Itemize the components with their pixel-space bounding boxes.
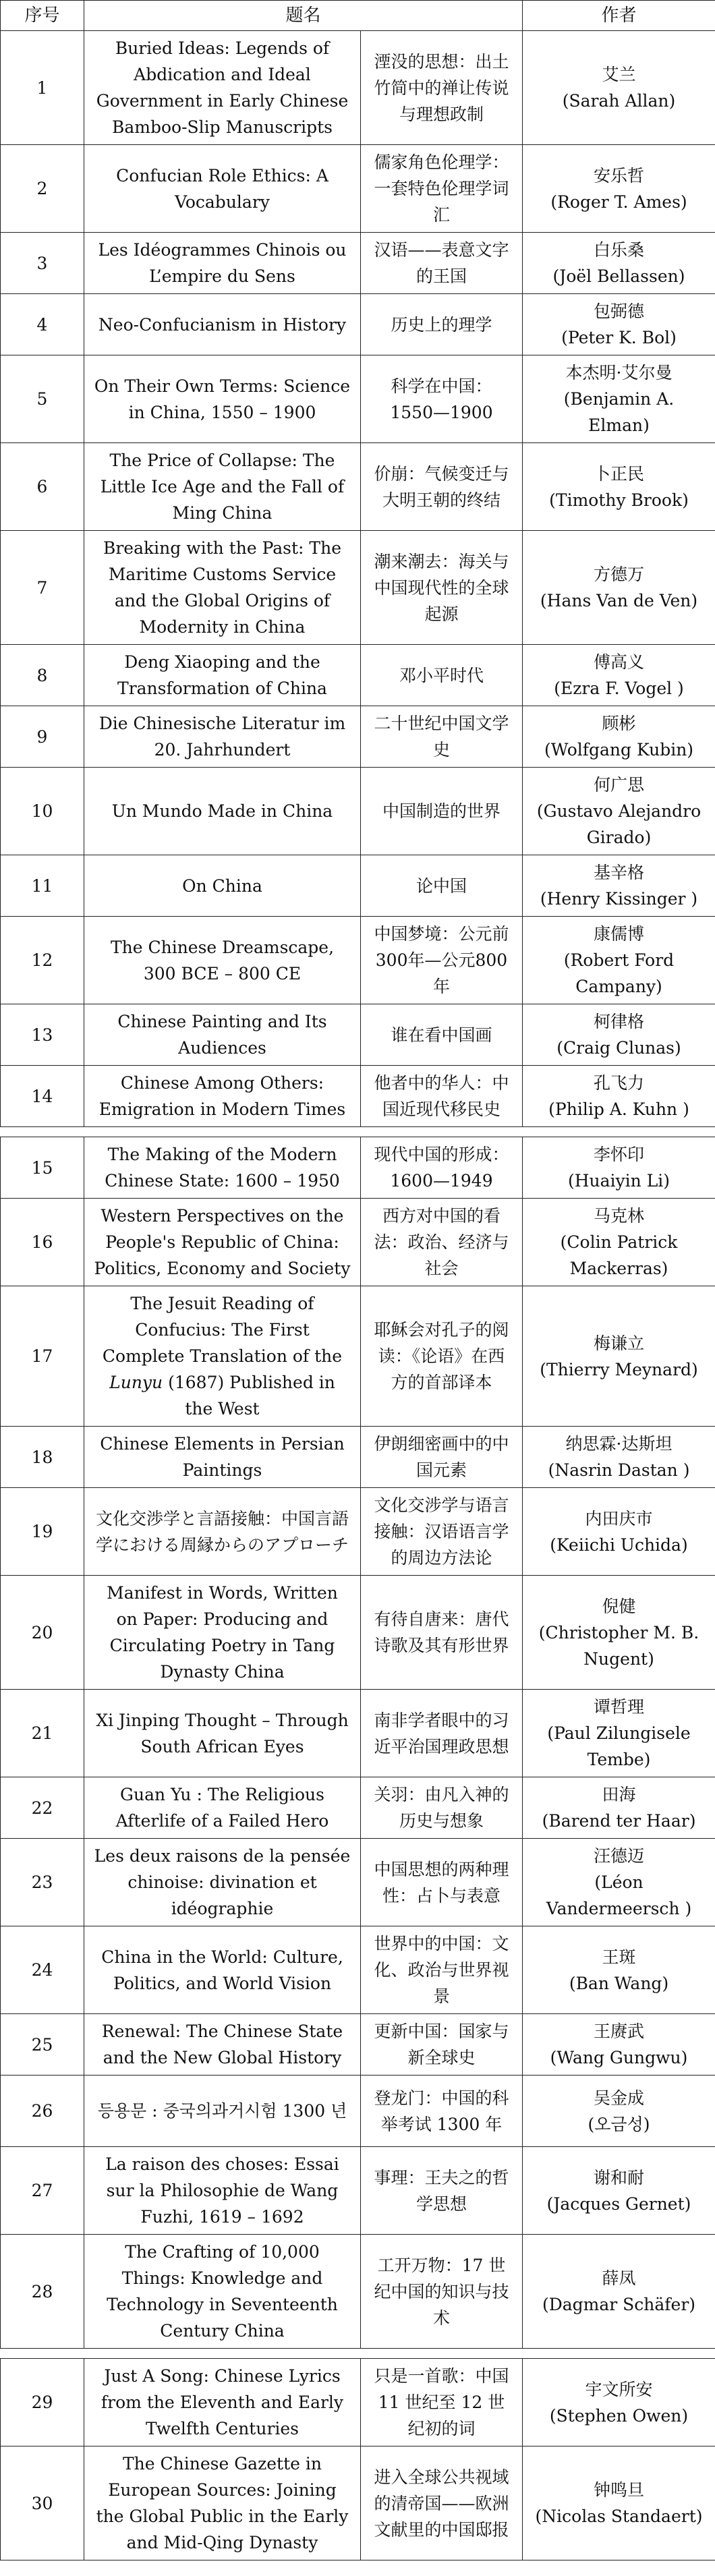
table-row: [1, 1427, 715, 1488]
table-row: [1, 531, 715, 645]
chinese-title: 耶稣会对孔子的阅读：《论语》在西方的首部译本: [361, 1286, 523, 1427]
author-original-name: (Philip A. Kuhn ): [548, 1099, 689, 1119]
author-original-name: (Timothy Brook): [549, 490, 689, 510]
author-cell: [523, 917, 715, 1004]
chinese-title: 儒家角色伦理学：一套特色伦理学词汇: [361, 145, 523, 233]
row-number: 7: [1, 531, 84, 645]
original-title: The Jesuit Reading of Confucius: The First Complete Translation of the Lunyu (1687) Published in the West: [84, 1286, 361, 1427]
row-number: 21: [1, 1690, 84, 1777]
original-title: Deng Xiaoping and the Transformation of China: [84, 645, 361, 706]
original-title: Un Mundo Made in China: [84, 768, 361, 855]
author-original-name: (Robert Ford Campany): [563, 950, 675, 996]
author-original-name: (Stephen Owen): [549, 2405, 689, 2426]
author-chinese-name: 包弼德: [594, 302, 645, 321]
author-cell: [523, 2147, 715, 2235]
author-original-name: (Gustavo Alejandro Girado): [536, 801, 702, 847]
chinese-title: 进入全球公共视域的清帝国——欧洲文献里的中国邸报: [361, 2446, 523, 2560]
chinese-title: 更新中国：国家与新全球史: [361, 2014, 523, 2076]
original-title: Neo-Confucianism in History: [84, 294, 361, 355]
author-cell: [523, 145, 715, 233]
original-title: Les Idéogrammes Chinois ou L’empire du Sens: [84, 233, 361, 294]
original-title: On China: [84, 855, 361, 917]
row-number: 8: [1, 645, 84, 706]
author-chinese-name: 汪德迈: [594, 1846, 645, 1866]
row-number: 13: [1, 1004, 84, 1066]
original-title: Renewal: The Chinese State and the New Global History: [84, 2014, 361, 2076]
original-title: 등용문 : 중국의과거시험 1300 년: [84, 2076, 361, 2147]
author-chinese-name: 倪健: [602, 1596, 636, 1616]
chinese-title: 南非学者眼中的习近平治国理政思想: [361, 1690, 523, 1777]
author-chinese-name: 梅谦立: [594, 1333, 645, 1353]
table-row: [1, 2147, 715, 2235]
table-row: [1, 1488, 715, 1576]
original-title: La raison des choses: Essai sur la Philosophie de Wang Fuzhi, 1619 – 1692: [84, 2147, 361, 2235]
author-chinese-name: 艾兰: [602, 65, 636, 84]
row-number: 26: [1, 2076, 84, 2147]
chinese-title: 科学在中国：1550—1900: [361, 355, 523, 443]
author-chinese-name: 顾彬: [602, 714, 636, 733]
author-chinese-name: 薛凤: [602, 2268, 636, 2288]
author-chinese-name: 王赓武: [594, 2022, 645, 2041]
row-number: 29: [1, 2359, 84, 2446]
author-cell: [523, 1427, 715, 1488]
table-row: [1, 645, 715, 706]
author-cell: [523, 1286, 715, 1427]
author-original-name: (Christopher M. B. Nugent): [538, 1622, 699, 1669]
table-row: [1, 1690, 715, 1777]
original-title: The Making of the Modern Chinese State: 1600 – 1950: [84, 1137, 361, 1199]
table-row: [1, 443, 715, 531]
table-row: [1, 1199, 715, 1286]
author-cell: [523, 1839, 715, 1926]
table-body: [1, 31, 715, 2560]
original-title: The Crafting of 10,000 Things: Knowledge and Technology in Seventeenth Century China: [84, 2235, 361, 2349]
author-cell: [523, 768, 715, 855]
table-row: [1, 917, 715, 1004]
table-row: [1, 31, 715, 145]
author-chinese-name: 方德万: [594, 565, 645, 584]
author-cell: [523, 233, 715, 294]
table-row: [1, 1286, 715, 1427]
author-cell: [523, 531, 715, 645]
table-row: [1, 768, 715, 855]
row-number: 24: [1, 1926, 84, 2014]
author-original-name: (Peter K. Bol): [561, 328, 677, 347]
row-number: 2: [1, 145, 84, 233]
table-row: [1, 233, 715, 294]
row-number: 11: [1, 855, 84, 917]
author-cell: [523, 1199, 715, 1286]
row-number: 14: [1, 1066, 84, 1127]
chinese-title: 潮来潮去：海关与中国现代性的全球起源: [361, 531, 523, 645]
author-original-name: (Benjamin A. Elman): [563, 389, 675, 435]
author-chinese-name: 田海: [602, 1785, 636, 1804]
chinese-title: 只是一首歌：中国11 世纪至 12 世纪初的词: [361, 2359, 523, 2446]
table-row: [1, 1926, 715, 2014]
row-number: 16: [1, 1199, 84, 1286]
author-cell: [523, 2014, 715, 2076]
chinese-title: 价崩：气候变迁与大明王朝的终结: [361, 443, 523, 531]
author-original-name: (Joël Bellassen): [552, 266, 685, 286]
row-number: 30: [1, 2446, 84, 2560]
chinese-title: 中国制造的世界: [361, 768, 523, 855]
table-row: [1, 2359, 715, 2446]
author-chinese-name: 谢和耐: [594, 2167, 645, 2187]
author-cell: [523, 1926, 715, 2014]
row-number: 4: [1, 294, 84, 355]
original-title: Die Chinesische Literatur im 20. Jahrhundert: [84, 706, 361, 768]
chinese-title: 谁在看中国画: [361, 1004, 523, 1066]
table-row: [1, 706, 715, 768]
author-original-name: (Wolfgang Kubin): [544, 740, 694, 760]
original-title: The Chinese Gazette in European Sources: Joining the Global Public in the Early and Mid-Qing Dynasty: [84, 2446, 361, 2560]
table-row: [1, 1066, 715, 1127]
row-number: 9: [1, 706, 84, 768]
author-cell: [523, 294, 715, 355]
author-chinese-name: 卜正民: [594, 463, 645, 484]
chinese-title: 论中国: [361, 855, 523, 917]
row-number: 22: [1, 1777, 84, 1839]
header-title: 题名: [84, 1, 523, 31]
author-cell: [523, 1576, 715, 1690]
original-title: China in the World: Culture, Politics, and World Vision: [84, 1926, 361, 2014]
author-cell: [523, 2076, 715, 2147]
author-chinese-name: 吴金成: [594, 2088, 645, 2108]
author-chinese-name: 何广思: [594, 775, 645, 795]
author-original-name: (Nasrin Dastan ): [548, 1460, 690, 1480]
original-title: Chinese Elements in Persian Paintings: [84, 1427, 361, 1488]
original-title: Les deux raisons de la pensée chinoise: divination et idéographie: [84, 1839, 361, 1926]
row-number: 25: [1, 2014, 84, 2076]
author-chinese-name: 白乐桑: [594, 240, 645, 260]
author-chinese-name: 纳思霖·达斯坦: [565, 1434, 673, 1454]
table-header-row: [1, 1, 715, 31]
table-row: [1, 2235, 715, 2349]
chinese-title: 现代中国的形成：1600—1949: [361, 1137, 523, 1199]
author-cell: [523, 1066, 715, 1127]
original-title: Breaking with the Past: The Maritime Customs Service and the Global Origins of Modernity in China: [84, 531, 361, 645]
author-chinese-name: 基辛格: [594, 863, 645, 882]
author-chinese-name: 钟鸣旦: [594, 2480, 645, 2500]
row-number: 15: [1, 1137, 84, 1199]
author-original-name: (Ezra F. Vogel ): [554, 679, 684, 698]
author-original-name: (Nicolas Standaert): [535, 2507, 703, 2526]
author-cell: [523, 855, 715, 917]
original-title: Xi Jinping Thought – Through South African Eyes: [84, 1690, 361, 1777]
author-cell: [523, 2359, 715, 2446]
chinese-title: 中国思想的两种理性：占卜与表意: [361, 1839, 523, 1926]
chinese-title: 工开万物：17 世纪中国的知识与技术: [361, 2235, 523, 2349]
author-chinese-name: 康儒博: [594, 924, 645, 944]
table-row: [1, 1839, 715, 1926]
original-title: On Their Own Terms: Science in China, 1550 – 1900: [84, 355, 361, 443]
original-title: The Chinese Dreamscape, 300 BCE – 800 CE: [84, 917, 361, 1004]
author-original-name: (Sarah Allan): [562, 91, 676, 111]
author-original-name: (Léon Vandermeersch ): [546, 1872, 692, 1918]
original-title: Buried Ideas: Legends of Abdication and Ideal Government in Early Chinese Bamboo-Slip Manuscripts: [84, 31, 361, 145]
author-cell: [523, 355, 715, 443]
original-title: Just A Song: Chinese Lyrics from the Eleventh and Early Twelfth Centuries: [84, 2359, 361, 2446]
author-original-name: (Keiichi Uchida): [550, 1535, 688, 1555]
chinese-title: 西方对中国的看法：政治、经济与社会: [361, 1199, 523, 1286]
row-number: 10: [1, 768, 84, 855]
author-chinese-name: 宇文所安: [585, 2379, 653, 2399]
row-number: 27: [1, 2147, 84, 2235]
author-chinese-name: 马克林: [594, 1206, 645, 1226]
original-title: Chinese Painting and Its Audiences: [84, 1004, 361, 1066]
row-number: 20: [1, 1576, 84, 1690]
original-title: Confucian Role Ethics: A Vocabulary: [84, 145, 361, 233]
row-number: 5: [1, 355, 84, 443]
author-chinese-name: 孔飞力: [594, 1073, 645, 1093]
author-cell: [523, 1137, 715, 1199]
author-cell: [523, 2446, 715, 2560]
table-row: [1, 294, 715, 355]
table-row: [1, 1137, 715, 1199]
table-row: [1, 2446, 715, 2560]
author-original-name: (Hans Van de Ven): [540, 591, 698, 610]
author-cell: [523, 31, 715, 145]
author-chinese-name: 本杰明·艾尔曼: [565, 363, 673, 382]
author-chinese-name: 安乐哲: [594, 165, 645, 185]
table-row: [1, 1576, 715, 1690]
author-cell: [523, 645, 715, 706]
chinese-title: 他者中的华人：中国近现代移民史: [361, 1066, 523, 1127]
row-number: 6: [1, 443, 84, 531]
table-row: [1, 1777, 715, 1839]
author-chinese-name: 柯律格: [594, 1012, 645, 1031]
author-cell: [523, 2235, 715, 2349]
row-number: 28: [1, 2235, 84, 2349]
author-chinese-name: 谭哲理: [594, 1697, 645, 1717]
author-original-name: (Dagmar Schäfer): [542, 2295, 696, 2314]
author-original-name: (Ban Wang): [569, 1973, 669, 1993]
chinese-title: 历史上的理学: [361, 294, 523, 355]
original-title: The Price of Collapse: The Little Ice Age and the Fall of Ming China: [84, 443, 361, 531]
author-original-name: (오금성): [588, 2114, 650, 2134]
author-cell: [523, 1488, 715, 1576]
chinese-title: 事理：王夫之的哲学思想: [361, 2147, 523, 2235]
table-section-gap: [1, 2349, 715, 2359]
author-cell: [523, 1004, 715, 1066]
chinese-title: 伊朗细密画中的中国元素: [361, 1427, 523, 1488]
chinese-title: 湮没的思想：出土竹简中的禅让传说与理想政制: [361, 31, 523, 145]
author-chinese-name: 傅高义: [594, 652, 645, 672]
author-original-name: (Colin Patrick Mackerras): [560, 1232, 678, 1278]
original-title: 文化交渉学と言語接触：中国言語学における周縁からのアプローチ: [84, 1488, 361, 1576]
table-row: [1, 1004, 715, 1066]
author-original-name: (Craig Clunas): [556, 1038, 681, 1058]
author-original-name: (Henry Kissinger ): [540, 889, 698, 909]
author-chinese-name: 王斑: [602, 1947, 636, 1967]
chinese-title: 世界中的中国：文化、政治与世界视景: [361, 1926, 523, 2014]
author-original-name: (Roger T. Ames): [550, 192, 687, 212]
author-original-name: (Paul Zilungisele Tembe): [547, 1723, 691, 1769]
chinese-title: 邓小平时代: [361, 645, 523, 706]
row-number: 18: [1, 1427, 84, 1488]
chinese-title: 文化交涉学与语言接触：汉语语言学的周边方法论: [361, 1488, 523, 1576]
row-number: 17: [1, 1286, 84, 1427]
chinese-title: 有待自唐来：唐代诗歌及其有形世界: [361, 1576, 523, 1690]
author-original-name: (Barend ter Haar): [542, 1811, 696, 1831]
chinese-title: 关羽：由凡入神的历史与想象: [361, 1777, 523, 1839]
table-row: [1, 145, 715, 233]
author-original-name: (Huaiyin Li): [567, 1171, 670, 1191]
row-number: 19: [1, 1488, 84, 1576]
author-cell: [523, 443, 715, 531]
row-number: 23: [1, 1839, 84, 1926]
original-title: Chinese Among Others: Emigration in Modern Times: [84, 1066, 361, 1127]
table-section-gap: [1, 1127, 715, 1137]
chinese-title: 二十世纪中国文学史: [361, 706, 523, 768]
author-chinese-name: 李怀印: [594, 1145, 645, 1164]
author-cell: [523, 1777, 715, 1839]
author-original-name: (Wang Gungwu): [550, 2048, 688, 2067]
chinese-title: 登龙门：中国的科举考试 1300 年: [361, 2076, 523, 2147]
author-cell: [523, 1690, 715, 1777]
table-row: [1, 2014, 715, 2076]
original-title: Manifest in Words, Written on Paper: Producing and Circulating Poetry in Tang Dynasty China: [84, 1576, 361, 1690]
row-number: 12: [1, 917, 84, 1004]
chinese-title: 中国梦境：公元前300年—公元800年: [361, 917, 523, 1004]
header-author: 作者: [523, 1, 715, 31]
author-cell: [523, 706, 715, 768]
table-row: [1, 855, 715, 917]
row-number: 3: [1, 233, 84, 294]
table-row: [1, 2076, 715, 2147]
original-title: Guan Yu : The Religious Afterlife of a Failed Hero: [84, 1777, 361, 1839]
row-number: 1: [1, 31, 84, 145]
author-original-name: (Thierry Meynard): [540, 1359, 698, 1379]
table-row: [1, 355, 715, 443]
chinese-title: 汉语——表意文字的王国: [361, 233, 523, 294]
author-original-name: (Jacques Gernet): [546, 2194, 691, 2214]
header-number: 序号: [1, 1, 84, 31]
original-title: Western Perspectives on the People's Republic of China: Politics, Economy and Society: [84, 1199, 361, 1286]
author-chinese-name: 内田庆市: [585, 1508, 653, 1528]
